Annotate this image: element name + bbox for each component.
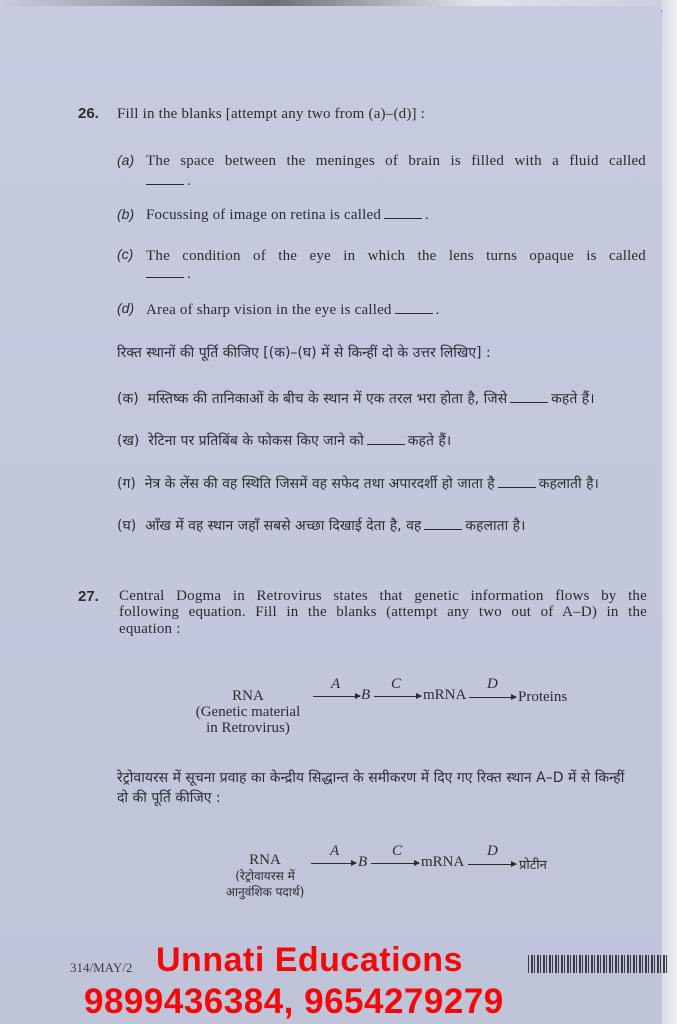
question-26-instruction: Fill in the blanks [attempt any two from (a)–(d)] : (117, 106, 426, 122)
node-mrna: mRNA (423, 687, 467, 703)
arrow-right-icon (311, 863, 356, 864)
part-c-label: (c) (117, 246, 134, 262)
watermark-phone-numbers: 9899436384, 9654279279 (84, 982, 504, 1021)
part-a-text: The space between the meninges of brain is filled with a fluid called (146, 153, 646, 169)
question-26-number: 26. (78, 105, 99, 122)
diagram-hi-source-rna: RNA (249, 852, 281, 868)
arrow-right-icon (469, 697, 516, 698)
part-c-blank: . (146, 264, 191, 284)
arrow-right-icon (313, 696, 360, 697)
arrow-label-a: A (331, 676, 341, 692)
question-26-hindi-instruction: रिक्त स्थानों की पूर्ति कीजिए [(क)–(घ) में से किन्हीं दो के उत्तर लिखिए] : (117, 345, 491, 361)
arrow-label-c: C (391, 676, 402, 692)
arrow-right-icon (374, 696, 421, 697)
node-b-hi: B (358, 854, 368, 870)
watermark-brand: Unnati Educations (156, 941, 463, 979)
question-27-text-line2: following equation. Fill in the blanks (attempt any two out of A–D) in the (119, 604, 647, 620)
arrow-label-d: D (487, 676, 498, 692)
part-a-label: (a) (117, 152, 135, 168)
hindi-part-kha: (ख) रेटिना पर प्रतिबिंब के फोकस किए जाने को कहते हैं। (117, 433, 452, 449)
diagram-source-rna: RNA (232, 688, 264, 704)
arrow-label-a-hi: A (330, 843, 340, 859)
question-27-text-line1: Central Dogma in Retrovirus states that genetic information flows by the (119, 588, 647, 604)
diagram-source-desc1: (Genetic material (195, 704, 301, 720)
right-page-edge (662, 0, 677, 1024)
arrow-label-c-hi: C (392, 843, 403, 859)
hindi-part-gha: (घ) आँख में वह स्थान जहाँ सबसे अच्छा दिखाई देता है, वह कहलाता है। (117, 518, 526, 534)
question-27-text-line3: equation : (119, 621, 181, 637)
diagram-hi-source-desc2: आनुवंशिक पदार्थ) (225, 885, 305, 899)
arrow-right-icon (371, 863, 419, 864)
question-27-hindi-line2: दो की पूर्ति कीजिए : (117, 790, 221, 806)
part-d-text: Area of sharp vision in the eye is called . (146, 302, 440, 318)
arrow-label-d-hi: D (487, 843, 498, 859)
hindi-part-ga: (ग) नेत्र के लेंस की वह स्थिति जिसमें वह सफेद तथा अपारदर्शी हो जाता है कहलाती है। (117, 476, 599, 492)
part-d-label: (d) (117, 300, 135, 316)
node-mrna-hi: mRNA (421, 854, 465, 870)
diagram-hi-source-desc1: (रेट्रोवायरस में (235, 869, 295, 883)
node-proteins: Proteins (518, 689, 568, 705)
node-b: B (361, 687, 371, 703)
part-c-text: The condition of the eye in which the lens turns opaque is called (146, 248, 646, 264)
question-27-hindi-line1: रेट्रोवायरस में सूचना प्रवाह का केन्द्रीय सिद्धान्त के समीकरण में दिए गए रिक्त स्थान A–D में से किन्हीं (117, 770, 625, 786)
diagram-source-desc2: in Retrovirus) (206, 720, 290, 736)
hindi-part-ka: (क) मस्तिष्क की तानिकाओं के बीच के स्थान में एक तरल भरा होता है, जिसे कहते हैं। (117, 391, 595, 407)
part-a-blank: . (146, 171, 191, 191)
part-b-label: (b) (117, 206, 135, 222)
part-b-text: Focussing of image on retina is called . (146, 207, 429, 223)
paper-code: 314/MAY/2 (70, 960, 133, 975)
barcode (528, 955, 668, 973)
node-protein-hi: प्रोटीन (519, 858, 547, 873)
question-27-number: 27. (78, 588, 99, 605)
arrow-right-icon (468, 864, 516, 865)
